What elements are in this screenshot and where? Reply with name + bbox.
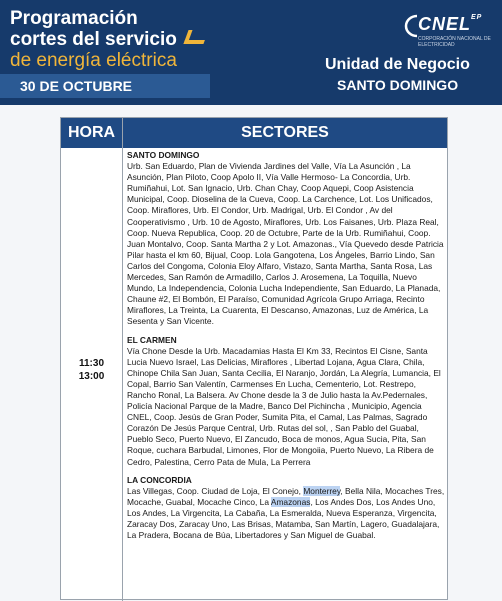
- text-segment: , Bella Nila, Mocaches Tres, Mocache, Guabal, Mocache Cinco, La: [127, 485, 445, 507]
- title-line-2: cortes del servicio: [10, 29, 177, 50]
- header-banner: [0, 0, 502, 105]
- column-header-hora: HORA: [61, 118, 123, 148]
- time-end: 13:00: [78, 371, 105, 382]
- date-banner: 30 DE OCTUBRE: [0, 74, 210, 98]
- page-title: [10, 8, 177, 50]
- column-divider: [122, 148, 123, 601]
- text-segment: Las Villegas, Coop. Ciudad de Loja, El Conejo,: [127, 485, 304, 496]
- highlighted-text[interactable]: Monterrey: [303, 485, 341, 496]
- section-text-la-concordia: [127, 486, 445, 541]
- section-text-el-carmen: Vía Chone Desde la Urb. Macadamias Hasta El Km 33, Recintos El Cisne, Santa Lucia Nuevo Israel, Las Delicias, Miraflores , Libertad Lojana, Agua Clara, Chila, Chinope Chila San Juan, Santa Cecilia, El Naranjo, Jordán, La Alegría, Lumancia, El Copal, Barrio San Valentín, Carmenses En Lucha, Cementerio, Lot. Restrepo, Rancho Ronal, La Balsera. Av Chone desde la 3 de Julio hasta la Av.Pedernales, Policía Nacional Parque de la Madre, Banco Del Pichincha , Municipio, Agencia CNEL, Coop. Jesús de Gran Poder, Sumita Pita, el Camal, Las Palmas, Sagrado Corazón De Jesús Parque Central, Urb. Rutas del sol, , San Pablo del Guabal, Pueblo Seco, Puerto Nuevo, El Zancudo, Boca de monos, Agua Sucia, Pita, San Roque, cuchara Barbudal, Limones, Flor de Mongoiia, Puerto Nuevo, La Ribera de Cedro, Palestina, Cerro Pata de Mula, La Perrera: [127, 345, 441, 467]
- column-header-sectores: SECTORES: [123, 118, 447, 148]
- logo-tagline: CORPORACIÓN NACIONAL DE ELECTRICIDAD: [418, 36, 491, 48]
- unit-name: SANTO DOMINGO: [337, 77, 459, 93]
- schedule-table: [60, 117, 448, 600]
- text-segment: , Los Andes Dos, Los Andes Uno, Los Andes, La Virgencita, La Cabaña, La Esmeralda, Nueva Esperanza, Virgencita, Zaracay Dos, Zaracay Uno, Las Brisas, Matamba, San Martín, Lagero, Guadalajara, La Pradera, Bocana de Búa, Libertadores y San Miguel de Guabal.: [127, 496, 440, 541]
- unit-label: Unidad de Negocio: [325, 56, 470, 73]
- section-heading-el-carmen: EL CARMEN: [127, 334, 177, 345]
- time-cell: [61, 357, 122, 383]
- section-text-santo-domingo: Urb. San Eduardo, Plan de Vivienda Jardines del Valle, Vía La Asunción , La Asunción, Plan Piloto, Coop Apolo II, Vía Valle Hermoso- La Concordia, Urb. Rumiñahui, Lot. San Ignacio, Urb. Chan Chay, Coop Aquepi, Coop Asistencia Municipal, Coop. Dioselina de la Cueva, Coop. La Carchence, Lot. Los Unificados, Coop. Miraflores, Urb. El Condor, Urb. Madrigal, Urb. El Condor , Av del Cooperativismo , Urb. 10 de Agosto, Miraflores, Urb. Los Faisanes, Urb. Plaza Real, Coop. Nueva Republica, Coop. 20 de Octubre, Parte de la Urb. Rumiñahui, Coop. Juan Montalvo, Coop. Santa Martha 2 y Lot. Amazonas., Vía Quevedo desde Patricia Pilar hasta el km 60, Bijual, Coop. Lola Gangotena, Los Ángeles, Barrio Lindo, San Carlos del Congoma, Colonia Eloy Alfaro, Vistazo, Santa Martha, Santa Rosa, Las Mercedes, San Ramón de Armadillo, Carlos J. Arosemena, La Toquilla, Nuevo Mundo, La Independencia, Colonia Lucha Independiente, San Eduardo, La Planada, Chaune #2, El Bombón, El Paraíso, Comunidad Agrícola Grupo Arriaga, Recinto Miraflores, La Treinta, La Cuarenta, El Descanso, Amazonas, Luz de América, La Sesenta y San Vicente.: [127, 161, 444, 327]
- logo-name: CNEL: [418, 14, 471, 34]
- section-heading-santo-domingo: SANTO DOMINGO: [127, 150, 200, 160]
- logo-suffix: EP: [471, 14, 483, 21]
- check-accent-icon: [183, 30, 208, 44]
- time-start: 11:30: [78, 358, 105, 369]
- sectors-cell: [127, 150, 445, 541]
- section-heading-la-concordia: LA CONCORDIA: [127, 474, 192, 485]
- logo-text: [418, 14, 482, 35]
- page-subtitle: de energía eléctrica: [10, 50, 177, 71]
- highlighted-text[interactable]: Amazonas: [270, 496, 311, 507]
- title-line-1: Programación: [10, 8, 138, 29]
